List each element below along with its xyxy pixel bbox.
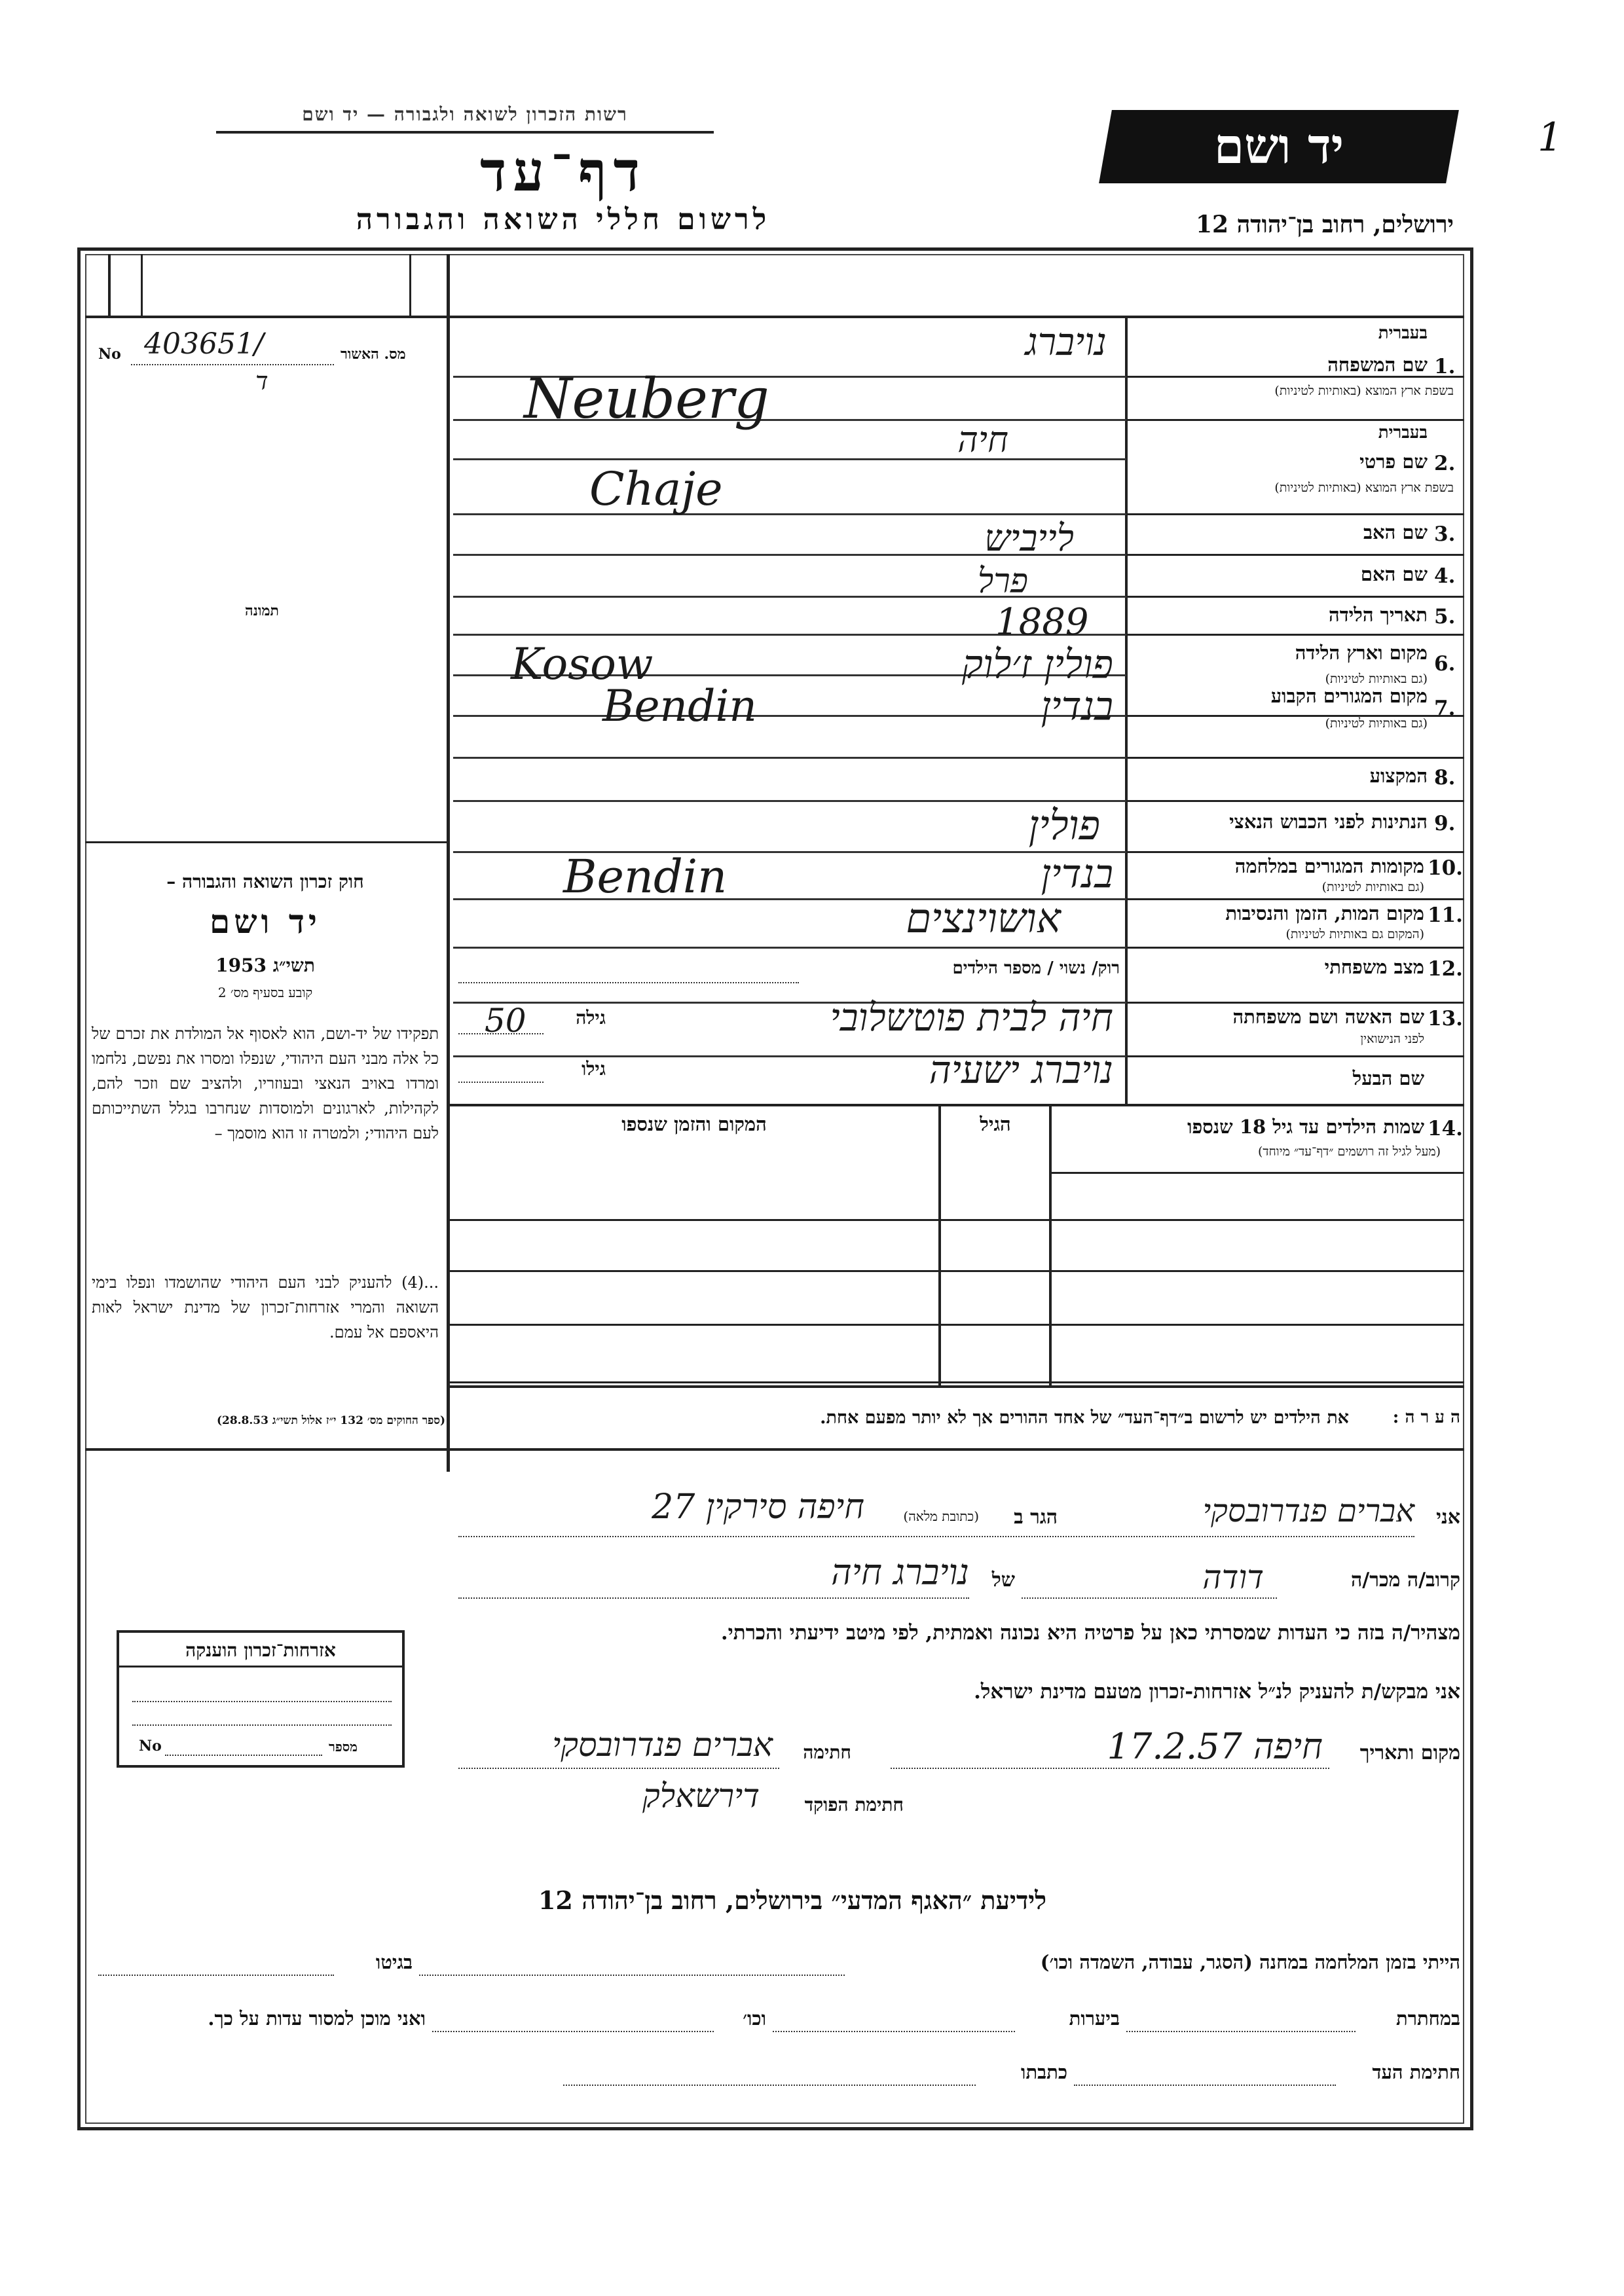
logo-text: יד ושם [1213,118,1344,175]
field-3-value: לייביש [984,517,1074,560]
field-4-label: שם האם [1360,563,1428,585]
citizenship-dots-2 [132,1724,392,1726]
row-line [453,458,1126,460]
field-13-note: לפני הנישואין [1360,1032,1424,1046]
page-subtitle: לרשום חללי השואה והגבורה [356,203,771,236]
field-1-hebrew-tag: בעברית [1378,323,1428,343]
declaration-address-hint: (כתובת מלאה) [903,1508,979,1524]
row-line-full [1128,800,1464,802]
top-banner-rule [216,131,714,134]
children-row [450,1270,1464,1272]
row-line-full [1128,419,1464,421]
children-place-header: המקום והזמן שנספו [621,1113,767,1135]
wife-name-value: חיה לבית פוטשלובי [830,995,1113,1040]
wife-age-label: גילה [576,1007,606,1029]
info-line3-dots-a [1074,2085,1336,2086]
row-line-full [1128,898,1464,900]
citizenship-no-sign: No [139,1738,162,1755]
field-2-hebrew-tag: בעברית [1378,423,1428,443]
field-10-value-latin: Bendin [563,850,728,903]
declaration-line-1 [458,1536,1414,1537]
info-line2-forests: ביערות [1069,2007,1120,2030]
children-number: 14. [1428,1117,1463,1140]
citizenship-title: אזרחות־זכרון הוענקה [119,1633,402,1667]
top-strip-rule [85,316,1464,318]
field-9-value: פולין [1028,801,1100,849]
corner-mark: 1 [1538,115,1563,160]
signature-dots [458,1768,779,1769]
field-8-label: המקצוע [1369,765,1428,787]
field-7-label: מקום המגורים הקבוע [1270,685,1428,707]
declaration-request: אני מבקש/ת להעניק לנ״ל אזרחות-זכרון מטעם מדינת ישראל. [974,1680,1460,1704]
info-line2-dots-b [773,2031,1015,2032]
signature-label: חתימה [803,1741,851,1763]
note-row-top [450,1385,1464,1388]
field-6-value-latin: Kosow [511,639,654,689]
approval-number-row [98,327,439,395]
children-row [1051,1172,1464,1174]
inspector-label: חתימת הפוקד [804,1794,904,1815]
declarant-address: חיפה סירקין 27 [652,1487,864,1527]
field-5-number: 5. [1434,605,1456,629]
row-line-full [1128,1055,1464,1057]
field-13-label: שם האשה ושם משפחתה [1232,1006,1424,1028]
row-line-full [1128,851,1464,853]
husband-age-label: גילו [581,1058,606,1080]
field-1-label: שם המשפחה [1327,354,1428,376]
relation-dots [1022,1597,1277,1599]
info-line1-camp: הייתי בזמן המלחמה במחנה (הסגר, עבודה, השמדה וכו׳) [1040,1951,1460,1973]
field-7-note: (גם באותיות לטיניות) [1325,716,1428,731]
of-value: נויברג חיה [831,1552,969,1593]
field-8-number: 8. [1434,766,1456,790]
law-paragraph-2: ...(4) להעניק לבני העם היהודי שהושמדו ונפלו בימי השואה והמרי אזרחות־זכרון של מדינת ישראל לאות היאספם אל עמם. [92,1273,439,1341]
info-line2-dots-a [1126,2031,1356,2032]
field-10-number: 10. [1428,856,1463,880]
address: ירושלים, רחוב בן־יהודה 12 [1195,211,1454,238]
left-column-divider [447,254,450,1472]
row-line-full [1128,634,1464,636]
relation-value: דודה [1202,1558,1264,1596]
children-label: שמות הילדים עד גיל 18 שנספו [1187,1116,1424,1138]
field-5-value: 1889 [995,601,1089,644]
place-date-label: מקום ותאריך [1359,1741,1460,1764]
info-line1-dots-b [98,1975,334,1976]
law-name: יד ושם [210,902,321,941]
row-line-full [1128,513,1464,515]
approval-suffix: ד [255,367,268,395]
field-7-number: 7. [1434,697,1456,720]
children-row [450,1381,1464,1383]
info-line3-witness: חתימת העד [1372,2061,1460,2083]
field-12-dots [458,982,799,983]
field-4-number: 4. [1434,564,1456,588]
husband-name-value: נויברג ישעיה [929,1048,1113,1092]
husband-age-dots [458,1082,544,1083]
field-6-label: מקום וארץ הלידה [1295,642,1428,664]
info-line3-address: כתבתו [1021,2061,1067,2083]
row-line [453,757,1126,759]
relative-label: קרוב/ה מכר/ה [1351,1569,1460,1592]
field-1-value-latin: Neuberg [524,367,769,431]
field-3-number: 3. [1434,522,1456,546]
field-1-note: בשפת ארץ המוצא (באותיות לטיניות) [1274,384,1454,398]
approval-number-value: 403651/ [144,327,264,361]
law-title: חוק זכרון השואה והגבורה – [166,871,364,892]
field-2-value-hebrew: חיה [957,419,1008,460]
field-9-number: 9. [1434,812,1456,835]
place-date-dots [891,1768,1329,1769]
children-row [450,1324,1464,1326]
info-line1-dots-a [419,1975,845,1976]
yad-vashem-logo [1099,110,1459,183]
field-11-number: 11. [1428,903,1463,927]
field-9-label: הנתינות לפני הכבוש הנאצי [1229,811,1428,833]
info-line2-dots-c [432,2031,714,2032]
field-6-note: (גם באותיות לטיניות) [1325,672,1428,686]
row-line-full [1128,1002,1464,1004]
field-11-note: (המקום גם באותיות לטיניות) [1285,927,1424,941]
field-2-number: 2. [1434,452,1456,475]
law-paragraph-1: תפקידו של יד-ושם, הוא לאסוף אל המולדת את זכרם של כל אלה מבני העם היהודי, שנפלו ומסרו את נפשם, נלחמו ומרדו באויב הנאצי ובעוזריו, ולהציב שם וזכר להם, לקהילות, לארגונים ולמוסדות שנחרבו בגלל השתייכותם לעם היהודי; ולמטרה זו הוא מוסמך – [92,1025,439,1142]
field-6-number: 6. [1434,652,1456,676]
law-year: תשי״ג 1953 [215,955,315,976]
citizenship-dots-1 [132,1701,392,1702]
field-6-value-hebrew: פולין ז׳לוק [961,642,1113,687]
husband-row-bottom [447,1104,1464,1106]
inspector-value: דירשאלק [642,1777,760,1815]
field-11-value: אושוינצים [906,894,1061,942]
law-clause: קובע בסעיף מס׳ 2 [217,985,313,1000]
strip-tick [108,254,111,318]
top-banner-text: רשות הזכרון לשואה ולגבורה — יד ושם [302,103,628,125]
field-12-number: 12. [1428,957,1463,981]
of-label: של [991,1569,1015,1592]
field-1-number: 1. [1434,355,1456,378]
field-10-label: מקומות המגורים במלחמה [1234,855,1424,877]
info-line2-testimony: ואני מוכן למסור עדות על כך. [208,2007,426,2030]
row-line-full [1128,554,1464,556]
husband-label: שם הבעל [1352,1067,1424,1089]
place-date-value: חיפה 17.2.57 [1107,1726,1323,1767]
row-line [453,513,1126,515]
field-11-label: מקום המות, הזמן והנסיבות [1225,902,1424,924]
photo-label: תמונה [245,602,279,619]
info-line1-ghetto: בגיטו [375,1951,413,1973]
row-line-full [1128,947,1464,949]
wife-age-dots [458,1033,544,1034]
info-line3-dots-b [563,2085,976,2086]
of-dots [458,1597,969,1599]
children-age-divider-1 [938,1104,941,1385]
field-10-note: (גם באותיות לטיניות) [1321,880,1424,894]
note-text: את הילדים יש לרשום ב״דף־העד״ של אחד ההורים אך לא יותר מפעם אחת. [820,1408,1349,1428]
note-label: ה ע ר ה : [1392,1408,1460,1427]
field-10-value-hebrew: בנדין [1041,851,1113,897]
field-5-label: תאריך הלידה [1329,604,1428,626]
row-line [453,947,1126,949]
law-citation: (ספר החוקים מס׳ 132 י״ז אלול תשי״ג 28.8.53) [216,1414,445,1427]
declaration-statement: מצהיר/ה בזה כי העדות שמסרתי כאן על פרטיה היא נכונה ואמתית, לפי מיטב ידיעתי והכרתי. [720,1621,1460,1645]
field-4-value: פרל [977,562,1028,601]
info-line2-underground: במחתרת [1396,2007,1460,2030]
field-7-value-latin: Bendin [602,681,757,731]
wife-age-value: 50 [485,1002,526,1040]
field-13-number: 13. [1428,1007,1463,1030]
note-row-bottom [85,1448,1464,1451]
row-line-full [1128,596,1464,598]
citizenship-box [117,1630,405,1768]
field-7-value-hebrew: בנדין [1041,683,1113,729]
signature-value: אברים פנדרובסקי [552,1726,773,1764]
field-2-value-latin: Chaje [589,462,723,516]
field-12-options: רוק/ נשוי / מספר הילדים [952,958,1120,978]
approval-no-sign: No [98,346,121,363]
labels-column-divider [1125,318,1128,1104]
field-1-value-hebrew: נויברג [1025,319,1107,364]
field-3-label: שם האב [1363,521,1428,543]
declarant-name: אברים פנדרובסקי [1202,1493,1414,1529]
row-line-full [1128,757,1464,759]
children-note: (מעל לגיל זה רושמים ״דף־עד״ מיוחד) [1258,1144,1441,1159]
page-title: דף־עד [479,139,646,204]
approval-underline [131,364,334,365]
strip-tick [141,254,143,318]
field-2-note: בשפת ארץ המוצא (באותיות לטיניות) [1274,481,1454,495]
field-2-label: שם פרטי [1359,450,1428,473]
children-age-divider-2 [1049,1104,1052,1385]
info-line2-etc: וכו׳ [743,2007,766,2030]
law-section-rule [85,841,447,843]
approval-label: מס. האשור [341,346,406,363]
children-age-header: הגיל [980,1113,1011,1135]
citizenship-number-label: מספר [329,1739,358,1755]
declaration-ani: אני [1436,1506,1460,1529]
strip-tick [409,254,411,318]
declaration-resides: הגר ב [1014,1506,1058,1529]
citizenship-number-dots [165,1755,322,1756]
field-12-label: מצב משפחתי [1324,956,1424,978]
info-title: לידיעת ״האגף המדעי״ בירושלים, רחוב בן־יהודה 12 [538,1886,1047,1915]
children-row [450,1219,1464,1221]
